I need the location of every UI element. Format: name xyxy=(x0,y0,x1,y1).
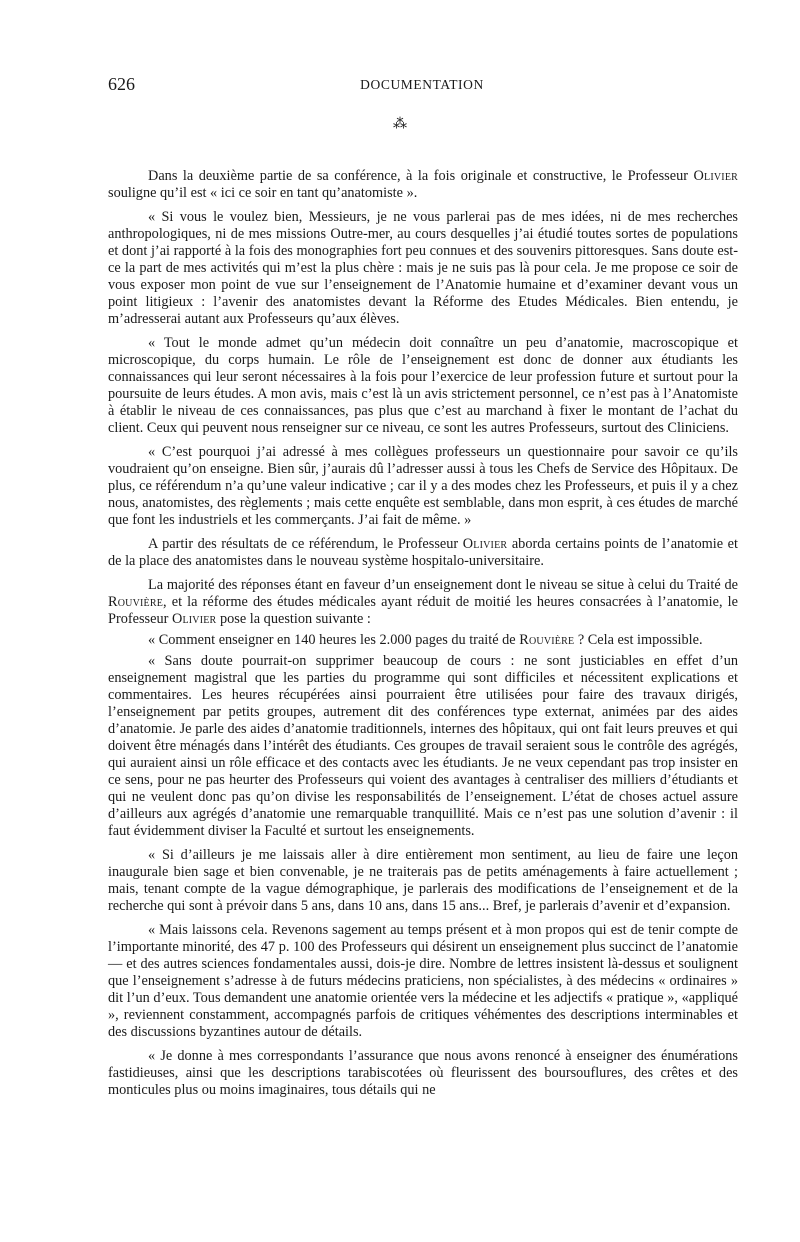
paragraph-9: « Si d’ailleurs je me laissais aller à dire entièrement mon sentiment, au lieu de faire une leçon inaugurale bien sage et bien convenable, je ne traiterais pas de petits aménagements à faire actuellement ; mais, tenant compte de la vague démographique, je parlerais des modifications de l’enseignement et de la recherche qui sont à prévoir dans 5 ans, dans 10 ans, dans 15 ans... Bref, je parlerais d’avenir et d’expansion. xyxy=(108,847,738,914)
treatise-author-name: Rouvière xyxy=(108,594,164,610)
paragraph-11: « Je donne à mes correspondants l’assurance que nous avons renoncé à enseigner des énumérations fastidieuses, ainsi que les descriptions tarabiscotées où fleurissent des boursouflures, des crêtes et des monticules plus ou moins imaginaires, tous détails qui ne xyxy=(108,1048,738,1098)
author-name: Olivier xyxy=(171,611,217,627)
page-header xyxy=(108,74,736,98)
paragraph-10: « Mais laissons cela. Revenons sagement au temps présent et à mon propos qui est de tenir compte de l’importante minorité, des 47 p. 100 des Professeurs qui désirent un enseignement plus succinct de l’anatomie — et des autres sciences fondamentales aussi, dois-je dire. Nombre de lettres insistent là-dessus et soulignent que l’enseignement s’adresse à de futurs médecins praticiens, non spécialistes, à des médecins « ordinaires » dit l’un d’eux. Tous demandent une anatomie orientée vers la médecine et les adjectifs « pratique », «appliqué », reviennent constamment, accompagnés parfois de critiques véhémentes des descriptions interminables et des discussions byzantines autour de détails. xyxy=(108,922,738,1040)
paragraph-7: « Comment enseigner en 140 heures les 2.000 pages du traité de Rouvière ? Cela est impossible. xyxy=(148,632,703,648)
page-number: 626 xyxy=(108,74,135,94)
treatise-author-name: Rouvière xyxy=(519,632,575,648)
running-title: DOCUMENTATION xyxy=(360,77,484,92)
paragraph-5: A partir des résultats de ce référendum, le Professeur Olivier aborda certains points de l’anatomie et de la place des anatomistes dans le nouveau système hospitalo-universitaire. xyxy=(108,536,738,569)
author-name: Olivier xyxy=(693,168,738,184)
section-separator-asterism: ⁂ xyxy=(393,117,407,132)
paragraph-4: « C’est pourquoi j’ai adressé à mes collègues professeurs un questionnaire pour savoir ce qu’ils voudraient qu’on enseigne. Bien sûr, j’aurais dû l’adresser aussi à tous les Chefs de Service des Hôpitaux. De plus, ce référendum n’a qu’une valeur indicative ; car il y a des modes chez les Professeurs, et puis il y a chez nous, anatomistes, des règlements ; mais cette enquête est semblable, dans mon esprit, à ces études de marché que font les industriels et les commerçants. J’ai fait de même. » xyxy=(108,444,738,528)
paragraph-1: Dans la deuxième partie de sa conférence, à la fois originale et constructive, le Professeur Olivier souligne qu’il est « ici ce soir en tant qu’anatomiste ». xyxy=(108,168,738,201)
paragraph-3: « Tout le monde admet qu’un médecin doit connaître un peu d’anatomie, macroscopique et microscopique, du corps humain. Le rôle de l’enseignement est donc de donner aux étudiants les connaissances qui leur seront nécessaires à la fois pour l’exercice de leur profession future et surtout pour la poursuite de leurs études. A mon avis, mais c’est là un avis strictement personnel, ce n’est pas à l’Anatomiste à établir le niveau de ces connaissances, pas plus que c’est au marchand à fixer le montant de l’achat du client. Ceux qui peuvent nous renseigner sur ce niveau, ce sont les autres Professeurs, surtout des Cliniciens. xyxy=(108,335,738,436)
paragraph-6: La majorité des réponses étant en faveur d’un enseignement dont le niveau se situe à celui du Traité de Rouvière, et la réforme des études médicales ayant réduit de moitié les heures consacrées à l’anatomie, le Professeur Olivier pose la question suivante : xyxy=(108,577,738,627)
paragraph-8: « Sans doute pourrait-on supprimer beaucoup de cours : ne sont justiciables en effet d’un enseignement magistral que les parties du programme qui sont difficiles et nécessitent explications et commentaires. Les heures récupérées ainsi pourraient être utilisées pour faire des travaux dirigés, l’enseignement par petits groupes, autrement dit des conférences type externat, animées par des aides d’anatomie. Je parle des aides d’anatomie traditionnels, internes des hôpitaux, qui ont fait leurs preuves et qui doivent être ménagés dans l’intérêt des étudiants. Ces groupes de travail seraient sous le contrôle des agrégés, qui auraient ainsi un rôle efficace et des contacts avec les étudiants. Je ne veux cependant pas trop insister en ce sens, pour ne pas heurter des Professeurs qui voient des avantages à centraliser des milliers d’étudiants et qui ne veulent donc pas qu’on divise les responsabilités de l’enseignement. L’état de choses actuel assure d’ailleurs aux agrégés d’anatomie une remarquable tranquillité. Mais ce n’est pas une solution d’avenir : il faut évidemment diviser la Faculté et surtout les enseignements. xyxy=(108,653,738,839)
author-name: Olivier xyxy=(462,536,508,552)
article-body xyxy=(108,168,738,1106)
paragraph-2: « Si vous le voulez bien, Messieurs, je ne vous parlerai pas de mes idées, ni de mes recherches anthropologiques, ni de mes missions Outre-mer, au cours desquelles j’ai étudié toutes sortes de populations et dont j’ai rapporté à la fois des monographies fort peu connues et des souvenirs pittoresques. Sans doute est-ce la part de mes activités qui m’est la plus chère : mais je ne suis pas là pour cela. Je me propose ce soir de vous exposer mon point de vue sur l’enseignement de l’Anatomie humaine et d’examiner devant vous un point litigieux : l’avenir des anatomistes devant la Réforme des Etudes Médicales. Bien entendu, je m’adresserai autant aux Professeurs qu’aux élèves. xyxy=(108,209,738,327)
